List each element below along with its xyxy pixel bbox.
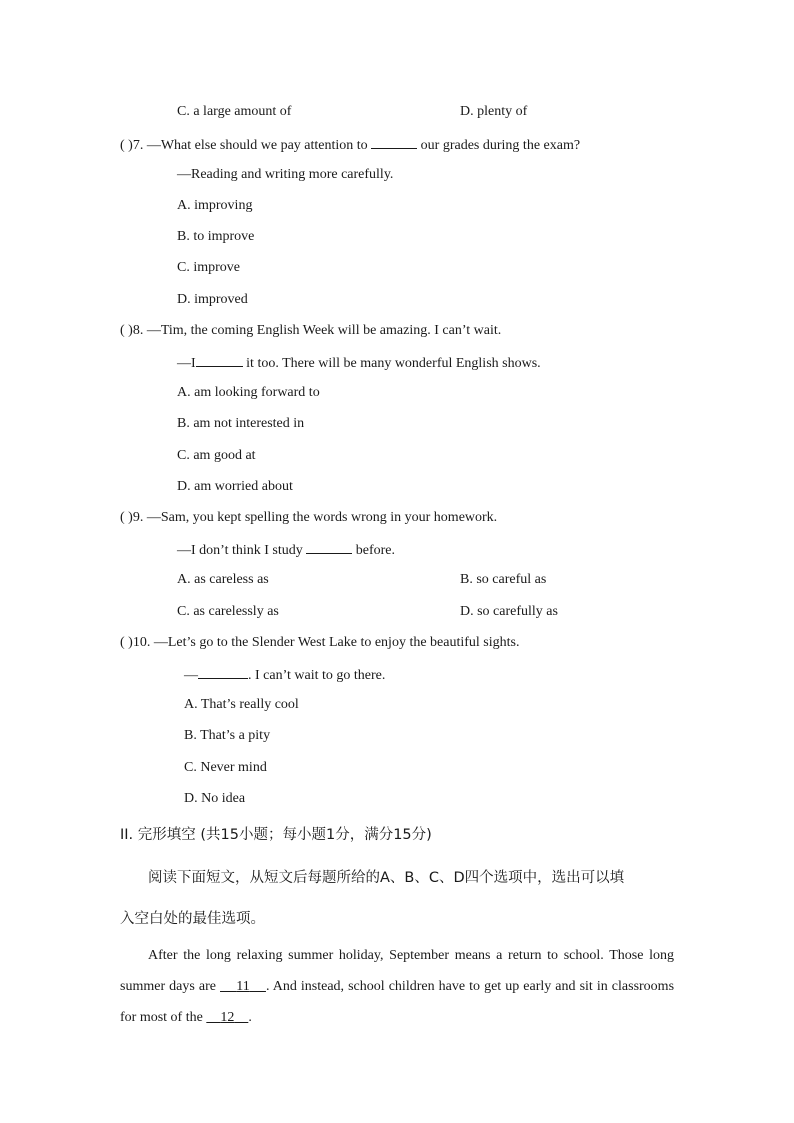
q10-reply-after: . I can’t wait to go there. — [248, 668, 386, 683]
q9-option-c: C. as carelessly as — [177, 604, 279, 619]
passage-text: After the long relaxing summer holiday, September means a return to school. Those long summer days are — [120, 948, 674, 994]
q7-stem-before: —What else should we pay attention to — [146, 138, 368, 153]
q10-reply — [184, 665, 385, 685]
q10-option-d: D. No idea — [184, 791, 246, 806]
question-number: 10. — [132, 635, 151, 650]
answer-paren: ( ) — [120, 635, 133, 650]
q8-option-a: A. am looking forward to — [177, 385, 320, 400]
section-heading: II. 完形填空 (共15小题；每小题1分，满分15分) — [120, 827, 432, 843]
blank-11 — [220, 979, 266, 994]
q8-blank — [196, 353, 243, 367]
q7-option-a: A. improving — [177, 198, 253, 213]
q9-stem: —Sam, you kept spelling the words wrong in your homework. — [146, 510, 498, 525]
q10-option-c: C. Never mind — [184, 760, 267, 775]
q7-reply: —Reading and writing more carefully. — [177, 167, 394, 182]
q8-option-b: B. am not interested in — [177, 416, 305, 431]
q10-stem-line — [120, 634, 519, 652]
q10-blank — [198, 665, 248, 679]
q9-reply — [177, 540, 395, 560]
q7-stem-line — [120, 135, 580, 155]
question-number: 8. — [132, 323, 144, 338]
question-number: 9. — [132, 510, 144, 525]
q6-option-d: D. plenty of — [460, 104, 528, 119]
answer-paren: ( ) — [120, 510, 133, 525]
q9-option-b: B. so careful as — [460, 572, 547, 587]
q7-option-c: C. improve — [177, 260, 240, 275]
blank-number: 11 — [236, 979, 250, 994]
q8-stem: —Tim, the coming English Week will be amazing. I can’t wait. — [146, 323, 502, 338]
q7-blank — [371, 135, 417, 149]
q8-option-c: C. am good at — [177, 448, 256, 463]
q8-stem-line — [120, 322, 501, 340]
passage-text: . — [248, 1010, 252, 1025]
q8-reply-before: —I — [177, 356, 196, 371]
q7-option-b: B. to improve — [177, 229, 255, 244]
blank-12 — [206, 1010, 248, 1025]
q9-reply-before: —I don’t think I study — [177, 543, 303, 558]
q8-reply — [177, 353, 541, 373]
q10-option-a: A. That’s really cool — [184, 697, 299, 712]
blank-number: 12 — [220, 1010, 235, 1025]
answer-paren: ( ) — [120, 323, 133, 338]
q9-reply-after: before. — [355, 543, 396, 558]
q9-option-a: A. as careless as — [177, 572, 269, 587]
answer-paren: ( ) — [120, 138, 133, 153]
q10-stem: —Let’s go to the Slender West Lake to enjoy the beautiful sights. — [153, 635, 520, 650]
q9-option-d: D. so carefully as — [460, 604, 558, 619]
q8-option-d: D. am worried about — [177, 479, 293, 494]
passage-text: . And instead, school children have to get up early and sit in classrooms for most of the — [120, 979, 675, 1025]
q7-stem-after: our grades during the exam? — [420, 138, 581, 153]
instruction-line-1: 阅读下面短文，从短文后每题所给的A、B、C、D四个选项中，选出可以填 — [148, 870, 625, 886]
instruction-line-2: 入空白处的最佳选项。 — [120, 911, 265, 927]
q10-reply-before: — — [184, 668, 198, 683]
q9-stem-line — [120, 509, 497, 527]
question-number: 7. — [132, 138, 144, 153]
q10-option-b: B. That’s a pity — [184, 728, 271, 743]
q6-option-c: C. a large amount of — [177, 104, 292, 119]
q8-reply-after: it too. There will be many wonderful English shows. — [246, 356, 541, 371]
q7-option-d: D. improved — [177, 292, 248, 307]
q9-blank — [306, 540, 352, 554]
cloze-passage — [120, 940, 674, 1033]
